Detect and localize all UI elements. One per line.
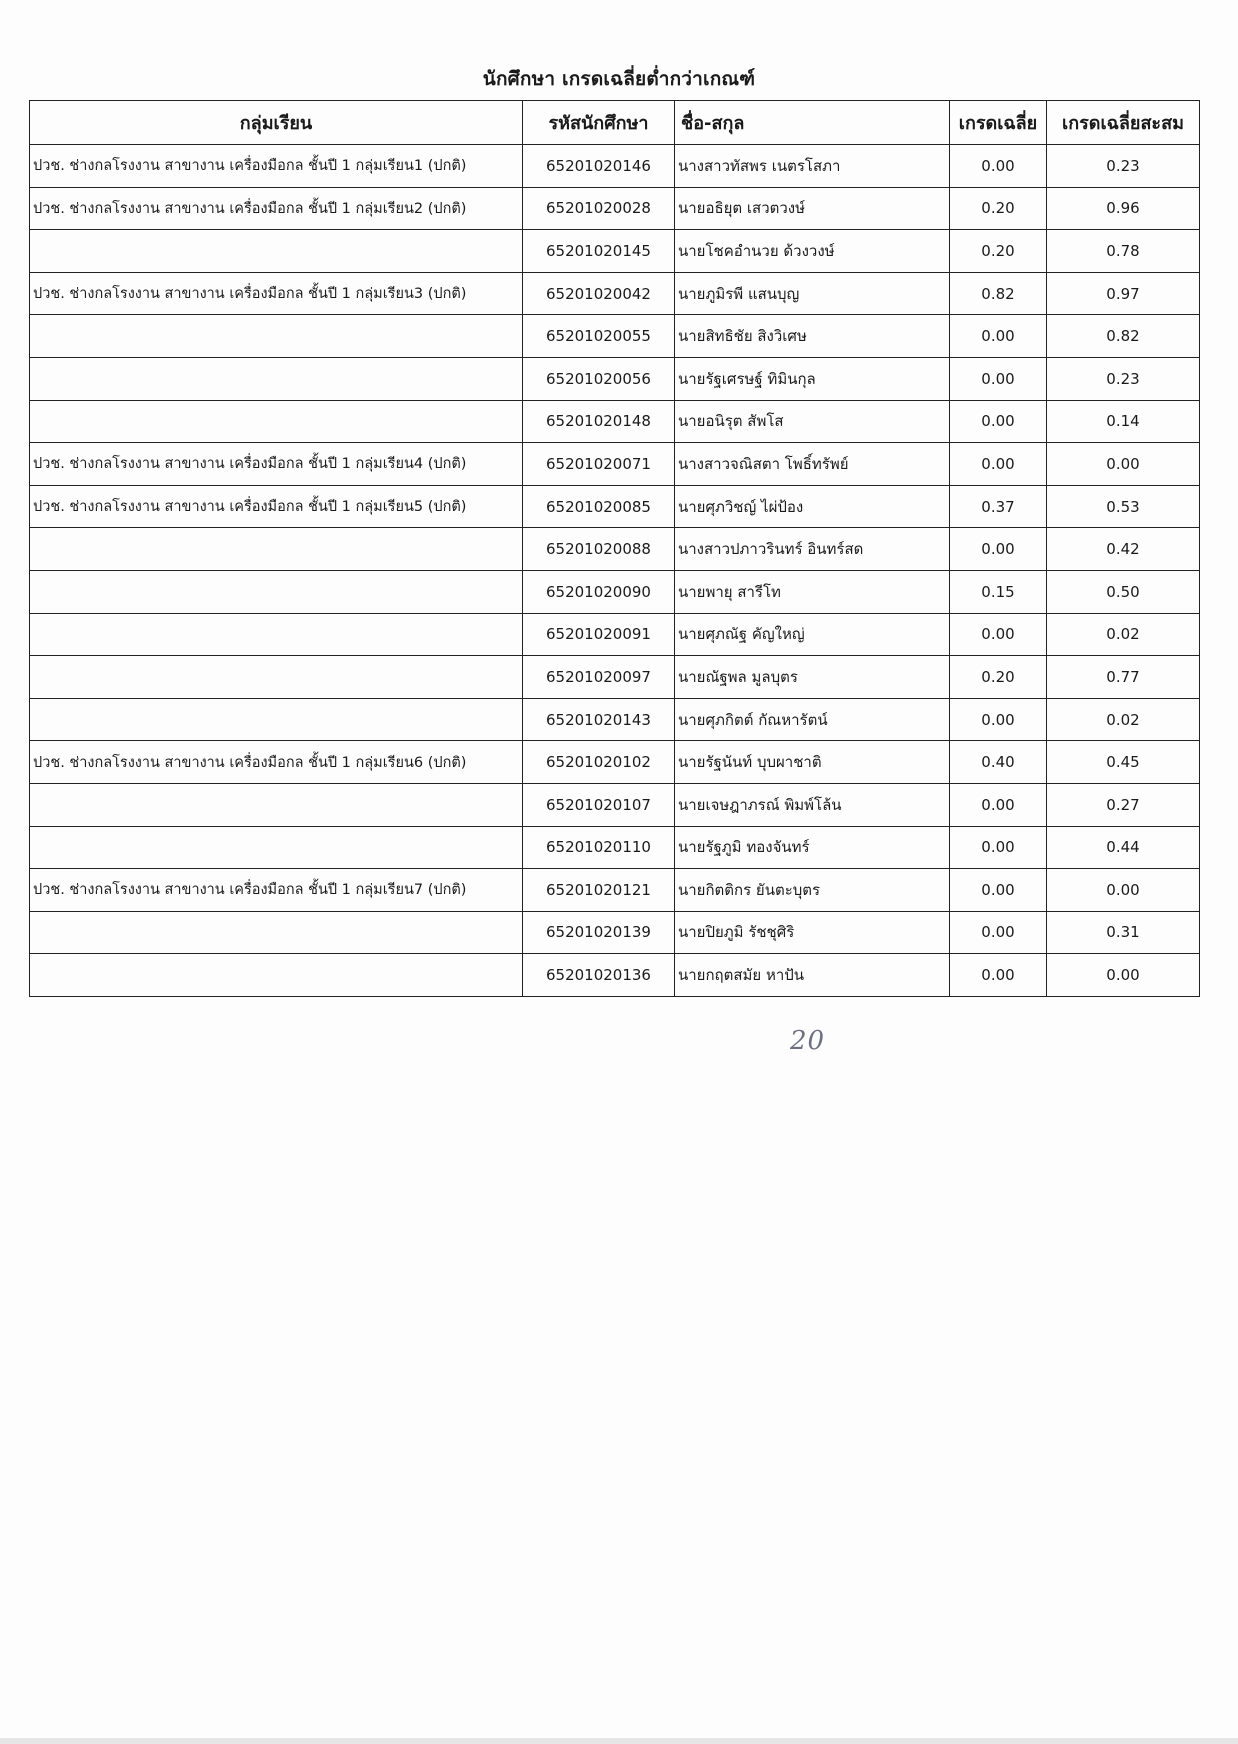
cell-gpa: 0.00 <box>950 783 1047 826</box>
cell-gpa: 0.00 <box>950 315 1047 358</box>
cell-name: นางสาวจณิสตา โพธิ์ทรัพย์ <box>675 443 950 486</box>
cell-gpa: 0.00 <box>950 613 1047 656</box>
cell-student-id: 65201020085 <box>523 485 675 528</box>
cell-student-id: 65201020110 <box>523 826 675 869</box>
cell-name: นายพายุ สารีโท <box>675 570 950 613</box>
cell-name: นายรัฐภูมิ ทองจันทร์ <box>675 826 950 869</box>
cell-name: นายปิยภูมิ รัชชุศิริ <box>675 911 950 954</box>
cell-gpa: 0.40 <box>950 741 1047 784</box>
cell-gpa: 0.00 <box>950 357 1047 400</box>
cell-gpa: 0.00 <box>950 698 1047 741</box>
cell-group <box>30 954 523 997</box>
cell-cgpa: 0.23 <box>1047 357 1200 400</box>
cell-cgpa: 0.27 <box>1047 783 1200 826</box>
cell-student-id: 65201020139 <box>523 911 675 954</box>
cell-group <box>30 783 523 826</box>
table-header-row <box>30 101 1200 145</box>
cell-gpa: 0.00 <box>950 869 1047 912</box>
table-row <box>30 570 1200 613</box>
cell-name: นางสาวปภาวรินทร์ อินทร์สด <box>675 528 950 571</box>
table-row <box>30 230 1200 273</box>
cell-group: ปวช. ช่างกลโรงงาน สาขางาน เครื่องมือกล ชั้นปี 1 กลุ่มเรียน3 (ปกติ) <box>30 272 523 315</box>
cell-gpa: 0.00 <box>950 528 1047 571</box>
cell-student-id: 65201020145 <box>523 230 675 273</box>
cell-group <box>30 315 523 358</box>
table-row <box>30 783 1200 826</box>
cell-cgpa: 0.23 <box>1047 145 1200 188</box>
cell-gpa: 0.20 <box>950 230 1047 273</box>
cell-group <box>30 230 523 273</box>
table-row <box>30 698 1200 741</box>
cell-group <box>30 528 523 571</box>
cell-gpa: 0.37 <box>950 485 1047 528</box>
cell-name: นางสาวทัสพร เนตรโสภา <box>675 145 950 188</box>
table-row <box>30 400 1200 443</box>
cell-cgpa: 0.44 <box>1047 826 1200 869</box>
table-row <box>30 443 1200 486</box>
cell-cgpa: 0.97 <box>1047 272 1200 315</box>
cell-cgpa: 0.78 <box>1047 230 1200 273</box>
cell-gpa: 0.00 <box>950 911 1047 954</box>
table-row <box>30 656 1200 699</box>
cell-student-id: 65201020121 <box>523 869 675 912</box>
cell-group <box>30 570 523 613</box>
header-name: ชื่อ-สกุล <box>675 101 950 145</box>
cell-group <box>30 357 523 400</box>
cell-gpa: 0.20 <box>950 656 1047 699</box>
cell-student-id: 65201020088 <box>523 528 675 571</box>
page-bottom-edge <box>0 1738 1238 1744</box>
cell-name: นายศุภวิชญ์ ไผ่ป้อง <box>675 485 950 528</box>
cell-name: นายอธิยุต เสวตวงษ์ <box>675 187 950 230</box>
cell-name: นายเจษฎาภรณ์ พิมพ์โล้น <box>675 783 950 826</box>
cell-name: นายศุภณัฐ คัญใหญ่ <box>675 613 950 656</box>
cell-name: นายอนิรุต สัพโส <box>675 400 950 443</box>
cell-name: นายโชคอำนวย ด้วงวงษ์ <box>675 230 950 273</box>
cell-student-id: 65201020146 <box>523 145 675 188</box>
cell-gpa: 0.00 <box>950 826 1047 869</box>
header-group: กลุ่มเรียน <box>30 101 523 145</box>
cell-cgpa: 0.31 <box>1047 911 1200 954</box>
cell-student-id: 65201020055 <box>523 315 675 358</box>
header-student-id: รหัสนักศึกษา <box>523 101 675 145</box>
cell-group <box>30 826 523 869</box>
table-row <box>30 741 1200 784</box>
table-row <box>30 187 1200 230</box>
cell-gpa: 0.00 <box>950 443 1047 486</box>
cell-name: นายภูมิรพี แสนบุญ <box>675 272 950 315</box>
cell-name: นายกฤตสมัย หาปัน <box>675 954 950 997</box>
cell-gpa: 0.15 <box>950 570 1047 613</box>
cell-gpa: 0.00 <box>950 954 1047 997</box>
table-row <box>30 315 1200 358</box>
cell-student-id: 65201020091 <box>523 613 675 656</box>
cell-cgpa: 0.82 <box>1047 315 1200 358</box>
cell-name: นายณัฐพล มูลบุตร <box>675 656 950 699</box>
cell-cgpa: 0.77 <box>1047 656 1200 699</box>
cell-student-id: 65201020107 <box>523 783 675 826</box>
table-row <box>30 272 1200 315</box>
cell-cgpa: 0.02 <box>1047 698 1200 741</box>
cell-gpa: 0.00 <box>950 400 1047 443</box>
cell-cgpa: 0.53 <box>1047 485 1200 528</box>
table-row <box>30 485 1200 528</box>
header-cgpa: เกรดเฉลี่ยสะสม <box>1047 101 1200 145</box>
cell-cgpa: 0.42 <box>1047 528 1200 571</box>
table-row <box>30 869 1200 912</box>
cell-name: นายศุภกิตต์ กัณหารัตน์ <box>675 698 950 741</box>
table-row <box>30 826 1200 869</box>
cell-group: ปวช. ช่างกลโรงงาน สาขางาน เครื่องมือกล ชั้นปี 1 กลุ่มเรียน2 (ปกติ) <box>30 187 523 230</box>
cell-student-id: 65201020143 <box>523 698 675 741</box>
cell-cgpa: 0.02 <box>1047 613 1200 656</box>
cell-cgpa: 0.14 <box>1047 400 1200 443</box>
cell-group <box>30 400 523 443</box>
table-body <box>30 145 1200 997</box>
cell-gpa: 0.00 <box>950 145 1047 188</box>
cell-group: ปวช. ช่างกลโรงงาน สาขางาน เครื่องมือกล ชั้นปี 1 กลุ่มเรียน6 (ปกติ) <box>30 741 523 784</box>
cell-name: นายสิทธิชัย สิงวิเศษ <box>675 315 950 358</box>
cell-group: ปวช. ช่างกลโรงงาน สาขางาน เครื่องมือกล ชั้นปี 1 กลุ่มเรียน4 (ปกติ) <box>30 443 523 486</box>
cell-name: นายรัฐนันท์ บุบผาชาติ <box>675 741 950 784</box>
cell-group <box>30 613 523 656</box>
cell-student-id: 65201020148 <box>523 400 675 443</box>
cell-student-id: 65201020090 <box>523 570 675 613</box>
cell-student-id: 65201020136 <box>523 954 675 997</box>
cell-group: ปวช. ช่างกลโรงงาน สาขางาน เครื่องมือกล ชั้นปี 1 กลุ่มเรียน1 (ปกติ) <box>30 145 523 188</box>
grade-table <box>29 100 1200 997</box>
cell-name: นายรัฐเศรษฐ์ ทิมินกุล <box>675 357 950 400</box>
cell-student-id: 65201020028 <box>523 187 675 230</box>
header-gpa: เกรดเฉลี่ย <box>950 101 1047 145</box>
cell-cgpa: 0.00 <box>1047 443 1200 486</box>
cell-group: ปวช. ช่างกลโรงงาน สาขางาน เครื่องมือกล ชั้นปี 1 กลุ่มเรียน5 (ปกติ) <box>30 485 523 528</box>
cell-name: นายกิตติกร ยันตะบุตร <box>675 869 950 912</box>
table-row <box>30 613 1200 656</box>
table-row <box>30 145 1200 188</box>
table-row <box>30 357 1200 400</box>
cell-group <box>30 911 523 954</box>
cell-cgpa: 0.00 <box>1047 954 1200 997</box>
cell-student-id: 65201020097 <box>523 656 675 699</box>
cell-group <box>30 698 523 741</box>
handwritten-total: 20 <box>790 1026 826 1056</box>
cell-student-id: 65201020056 <box>523 357 675 400</box>
cell-gpa: 0.82 <box>950 272 1047 315</box>
cell-student-id: 65201020071 <box>523 443 675 486</box>
table-row <box>30 911 1200 954</box>
cell-student-id: 65201020102 <box>523 741 675 784</box>
cell-cgpa: 0.50 <box>1047 570 1200 613</box>
cell-student-id: 65201020042 <box>523 272 675 315</box>
cell-cgpa: 0.45 <box>1047 741 1200 784</box>
cell-gpa: 0.20 <box>950 187 1047 230</box>
cell-group <box>30 656 523 699</box>
cell-cgpa: 0.00 <box>1047 869 1200 912</box>
cell-group: ปวช. ช่างกลโรงงาน สาขางาน เครื่องมือกล ชั้นปี 1 กลุ่มเรียน7 (ปกติ) <box>30 869 523 912</box>
table-row <box>30 528 1200 571</box>
cell-cgpa: 0.96 <box>1047 187 1200 230</box>
table-row <box>30 954 1200 997</box>
document-title: นักศึกษา เกรดเฉลี่ยต่ำกว่าเกณฑ์ <box>482 68 756 90</box>
